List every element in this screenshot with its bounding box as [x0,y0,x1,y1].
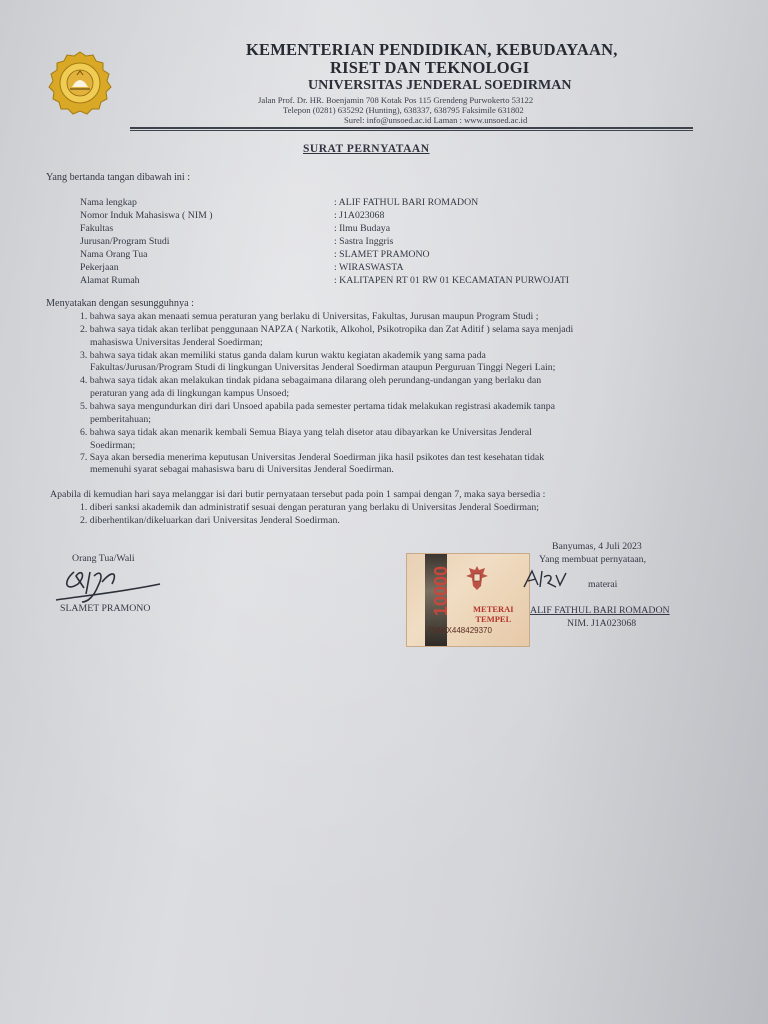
field-value: : Sastra Inggris [334,236,394,247]
statement-item: 4. bahwa saya tidak akan melakukan tindak pidana sebagaimana dilarang oleh perundang-undangan yang berlaku dan [80,375,542,386]
signer-label: Yang membuat pernyataan, [539,554,647,565]
place-date: Banyumas, 4 Juli 2023 [552,541,642,552]
statement-item: mahasiswa Universitas Jenderal Soedirman; [90,337,263,348]
statement-item: 6. bahwa saya tidak akan menarik kembali Semua Biaya yang telah disetor atau dibayarkan ke Universitas Jenderal [80,427,532,438]
materai-note: materai [588,579,618,590]
ministry-line-1: KEMENTERIAN PENDIDIKAN, KEBUDAYAAN, [246,40,618,59]
statement-item: 5. bahwa saya mengundurkan diri dari Unsoed apabila pada semester pertama tidak melakukan registrasi akademik tanpa [80,401,555,412]
document-title: SURAT PERNYATAAN [303,143,430,155]
meterai-amount: 10000 [431,566,451,617]
address-line-1: Jalan Prof. Dr. HR. Boenjamin 708 Kotak Pos 115 Grendeng Purwokerto 53122 [258,95,534,105]
field-value: : KALITAPEN RT 01 RW 01 KECAMATAN PURWOJATI [334,275,570,286]
intro-text: Yang bertanda tangan dibawah ini : [46,172,191,183]
sanction-item: 1. diberi sanksi akademik dan administratif sesuai dengan peraturan yang berlaku di Universitas Jenderal Soedirman; [80,502,539,513]
statement-item: 3. bahwa saya tidak akan memiliki status ganda dalam kurun waktu kegiatan akademik yang sama pada [80,350,486,361]
sanction-item: 2. diberhentikan/dikeluarkan dari Universitas Jenderal Soedirman. [80,515,340,526]
meterai-label [473,604,514,624]
field-value: : Ilmu Budaya [334,223,391,234]
student-name: ALIF FATHUL BARI ROMADON [530,605,670,616]
parent-signature-icon [52,562,162,606]
field-label: Fakultas [80,223,114,234]
student-nim: NIM. J1A023068 [567,618,637,629]
field-label: Jurusan/Program Studi [80,236,170,247]
field-label: Nama lengkap [80,197,137,208]
address-line-3: Surel: info@unsoed.ac.id Laman : www.unsoed.ac.id [344,115,528,125]
meterai-label-line-2: TEMPEL [475,614,512,624]
field-value: : ALIF FATHUL BARI ROMADON [334,197,479,208]
meterai-label-line-1: METERAI [473,604,514,614]
field-value: : WIRASWASTA [334,262,404,273]
statement-item: Soedirman; [90,440,136,451]
address-line-2: Telepon (0281) 635292 (Hunting), 638337, 638795 Faksimile 631802 [283,105,524,115]
field-label: Nomor Induk Mahasiswa ( NIM ) [80,210,213,221]
statement-item: 1. bahwa saya akan menaati semua peraturan yang berlaku di Universitas, Fakultas, Jurusan maupun Program Studi ; [80,311,539,322]
garuda-emblem-icon [465,564,489,592]
meterai-serial: 73AKX448429370 [427,626,492,635]
letterhead-rule [130,127,693,129]
statement-item: 2. bahwa saya tidak akan terlibat penggunaan NAPZA ( Narkotik, Alkohol, Psikotropika dan Zat Aditif ) selama saya menjadi [80,324,574,335]
ministry-line-2: RISET DAN TEKNOLOGI [330,58,530,77]
statement-item: peraturan yang ada di lingkungan kampus Unsoed; [90,388,290,399]
parent-label: Orang Tua/Wali [72,553,135,564]
statement-item: 7. Saya akan bersedia menerima keputusan Universitas Jenderal Soedirman jika hasil psikotes dan test kesehatan tidak [80,452,545,463]
statement-item: pemberitahuan; [90,414,151,425]
field-label: Alamat Rumah [80,275,140,286]
field-value: : SLAMET PRAMONO [334,249,430,260]
university-seal-icon [46,50,114,116]
field-label: Pekerjaan [80,262,119,273]
statement-item: memenuhi syarat sebagai mahasiswa baru di Universitas Jenderal Soedirman. [90,464,394,475]
meterai-stamp [406,553,530,647]
statement-intro: Menyatakan dengan sesungguhnya : [46,298,194,309]
student-signature-icon [520,565,570,593]
field-value: : J1A023068 [334,210,385,221]
field-label: Nama Orang Tua [80,249,148,260]
statement-item: Fakultas/Jurusan/Program Studi di lingkungan Universitas Jenderal Soedirman ataupun Perguruan Tinggi Negeri Lain; [90,362,556,373]
letterhead-rule-thin [130,130,693,131]
parent-name: SLAMET PRAMONO [60,603,151,614]
sanction-intro: Apabila di kemudian hari saya melanggar isi dari butir pernyataan tersebut pada poin 1 sampai dengan 7, maka saya bersedia : [50,489,546,500]
university-name: UNIVERSITAS JENDERAL SOEDIRMAN [308,78,572,93]
